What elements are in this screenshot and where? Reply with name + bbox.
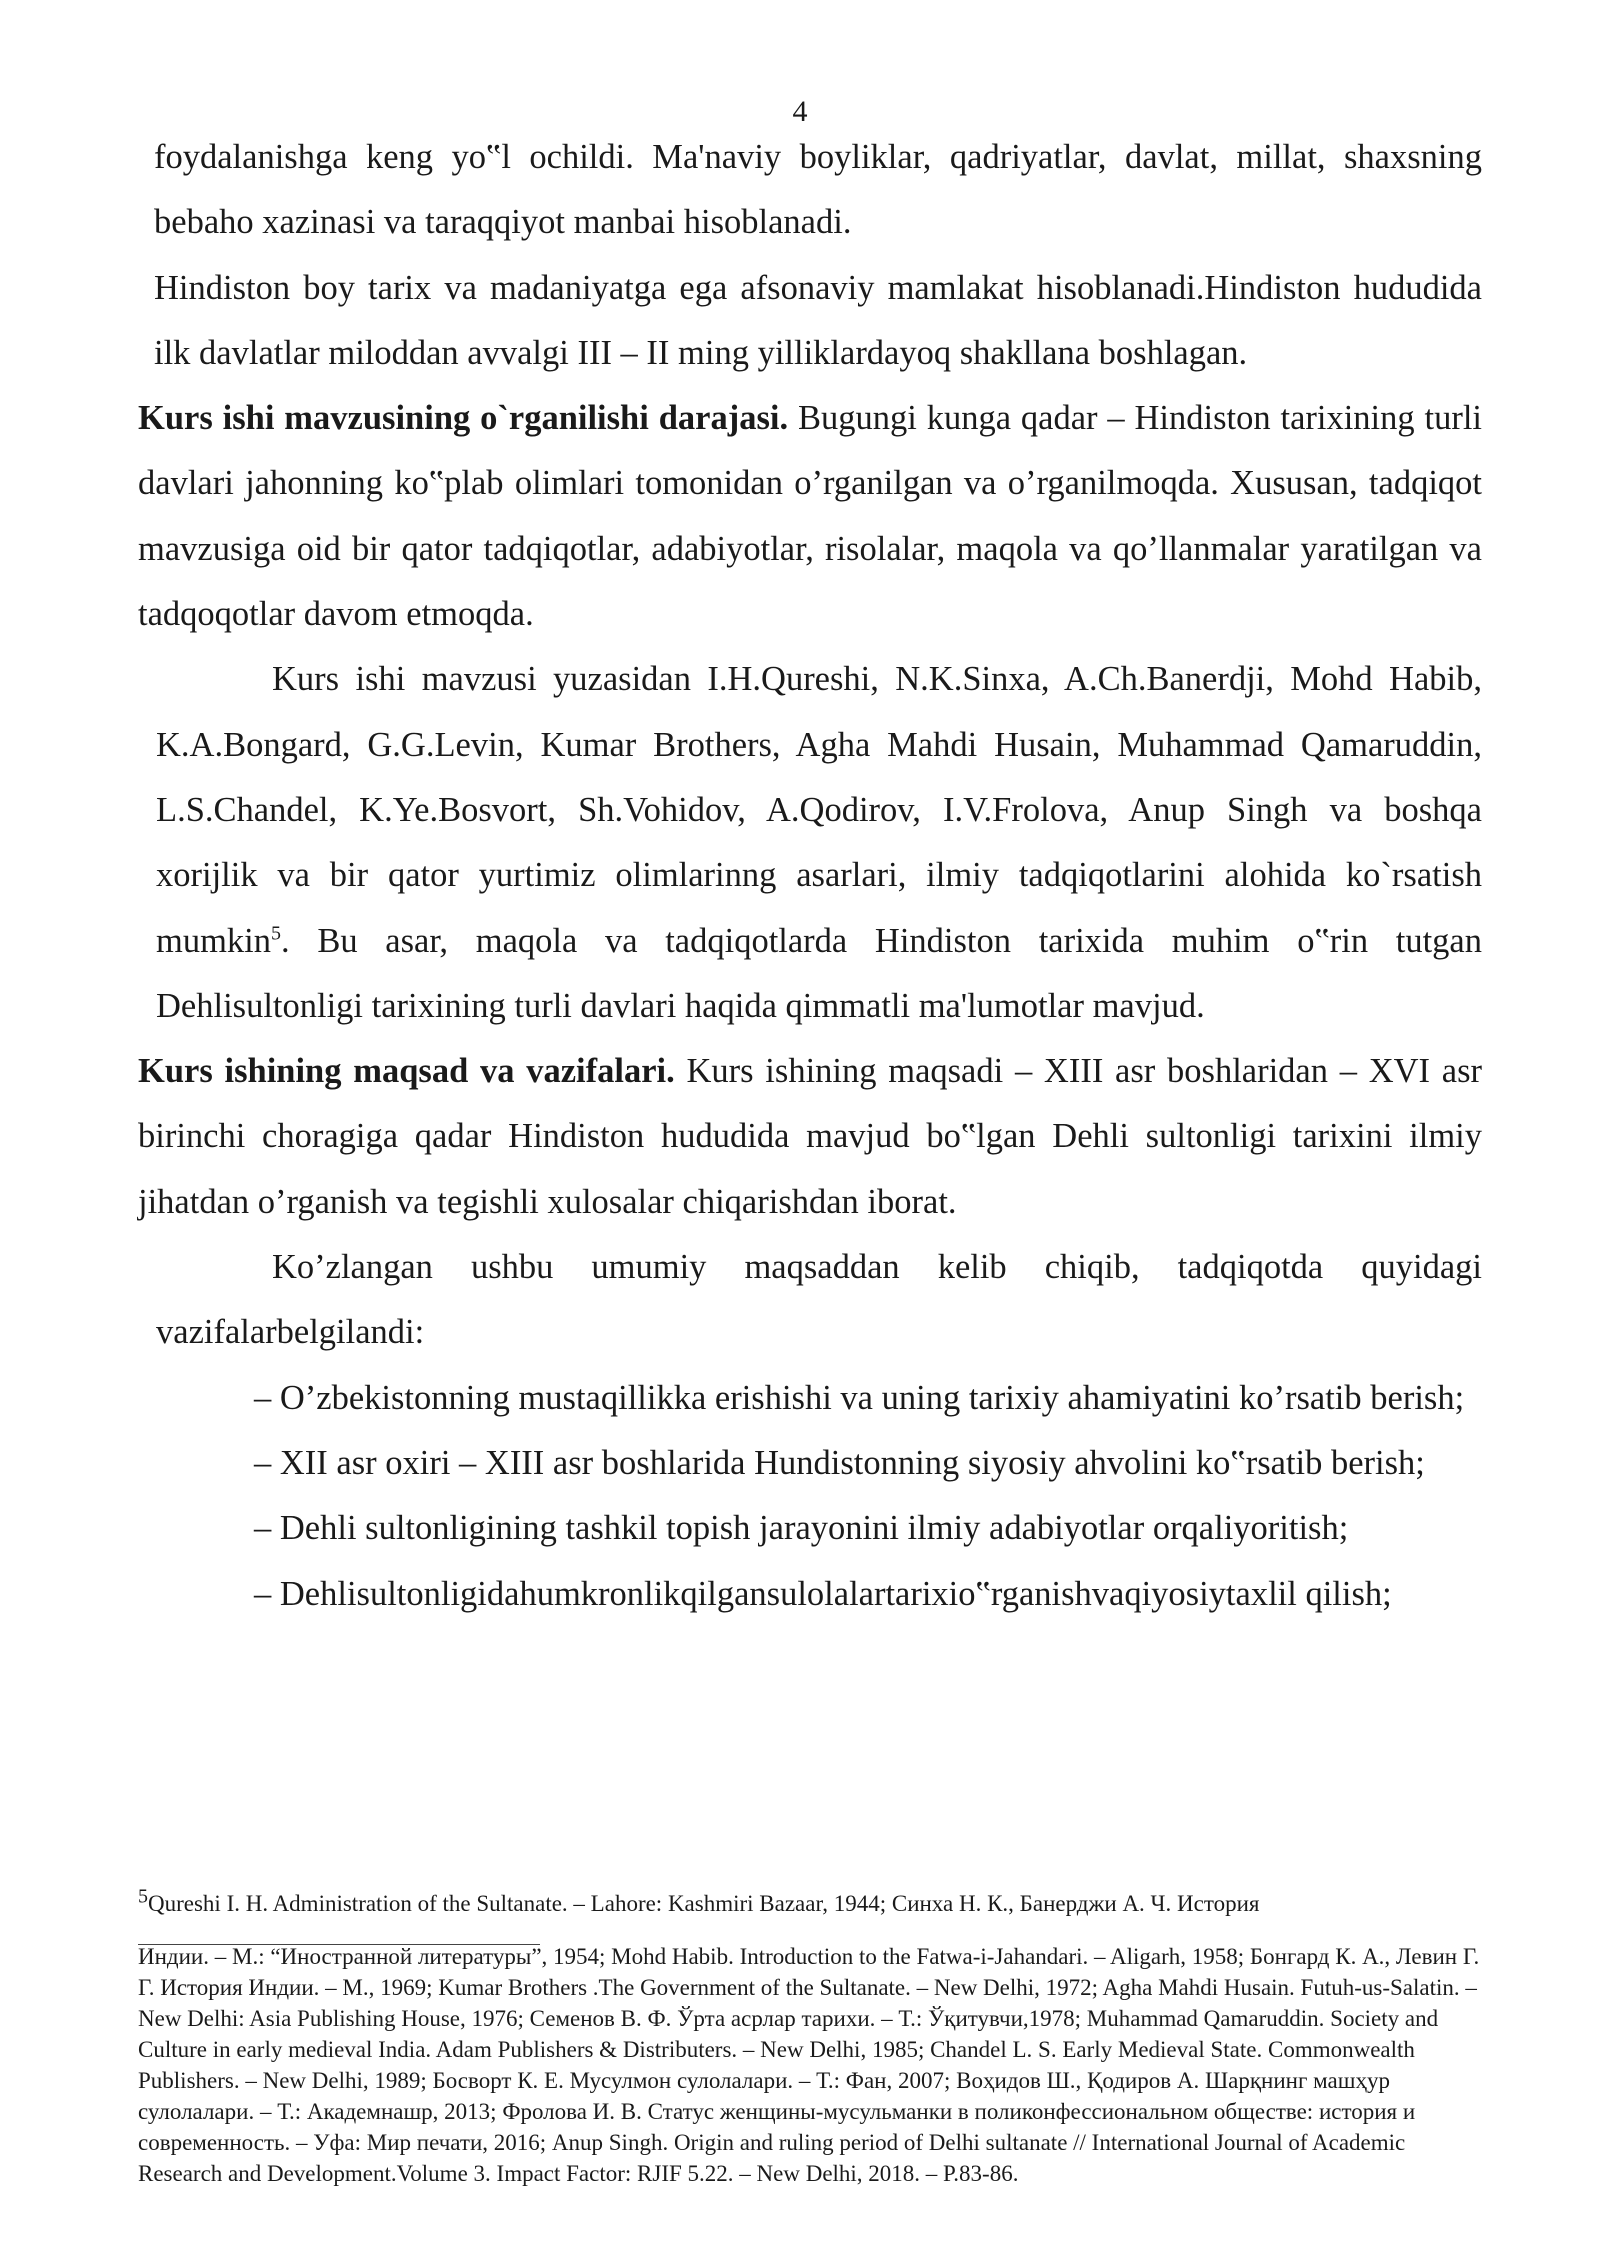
footnote-body: Индии. – М.: “Иностранной литературы”, 1954; Mohd Habib. Introduction to the Fatwa-i-Jahandari. – Aligarh, 1958; Бонгард К. А., Левин Г. Г. История Индии. – М., 1969; Kumar Brothers .The Government of the Sultanate. – New Delhi, 1972; Agha Mahdi Husain. Futuh-us-Salatin. – New Delhi: Asia Publishing House, 1976; Семенов В. Ф. Ўрта асрлар тарихи. – Т.: Ўқитувчи,1978; Muhammad Qamaruddin. Society and Culture in early medieval India. Adam Publishers & Distributers. – New Delhi, 1985; Chandel L. S. Early Medieval State. Commonwealth Publishers. – New Delhi, 1989; Босворт К. Е. Мусулмон сулолалари. – Т.: Фан, 2007; Воҳидов Ш., Қодиров А. Шарқнинг машҳур сулолалари. – Т.: Академнашр, 2013; Фролова И. В. Статус женщины-мусульманки в поликонфессиональном обществе: история и современность. – Уфа: Мир печати, 2016; Anup Singh. Origin and ruling period of Delhi sultanate // International Journal of Academic Research and Development.Volume 3. Impact Factor: RJIF 5.22. – New Delhi, 2018. – P.83-86. xyxy=(138,1944,1480,2186)
authors-text-tail: . Bu asar, maqola va tadqiqotlarda Hindiston tarixida muhim o‟rin tutgan Dehlisultonligi tarixining turli davlari haqida qimmatli ma'lumotlar mavjud. xyxy=(156,921,1482,1025)
list-item: – XII asr oxiri – XIII asr boshlarida Hundistonning siyosiy ahvolini ko‟rsatib berish; xyxy=(254,1443,1425,1482)
paragraph-study-level xyxy=(138,386,1482,647)
goals-text: Kurs ishining maqsadi – XIII asr boshlaridan – XVI asr birinchi choragiga qadar Hindiston hududida mavjud bo‟lgan Dehli sultonligi tarixini ilmiy jihatdan o’rganish va tegishli xulosalar chiqarishdan iborat. xyxy=(138,1052,1482,1221)
study-level-text: Bugungi kunga qadar – Hindiston tarixining turli davlari jahonning ko‟plab olimlari tomonidan o’rganilgan va o’rganilmoqda. Xususan, tadqiqot mavzusiga oid bir qator tadqiqotlar, adabiyotlar, risolalar, maqola va qo’llanmalar yaratilgan va tadqoqotlar davom etmoqda. xyxy=(138,399,1482,634)
footnote-line-1: Qureshi I. H. Administration of the Sultanate. – Lahore: Kashmiri Bazaar, 1944; Синха Н. К., Банерджи А. Ч. История xyxy=(148,1891,1260,1916)
list-item: – O’zbekistonning mustaqillikka erishishi va uning tarixiy ahamiyatini ko’rsatib berish; xyxy=(254,1378,1465,1417)
paragraph-goals xyxy=(138,1039,1482,1235)
list-item: – Dehli sultonligining tashkil topish jarayonini ilmiy adabiyotlar orqaliyoritish; xyxy=(254,1509,1349,1548)
paragraph-hindiston: Hindiston boy tarix va madaniyatga ega afsonaviy mamlakat hisoblanadi.Hindiston hududida ilk davlatlar miloddan avvalgi III – II ming yilliklardayoq shakllana boshlagan. xyxy=(154,268,1482,372)
paragraph-tasks-intro: Ko’zlangan ushbu umumiy maqsaddan kelib chiqib, tadqiqotda quyidagi vazifalarbelgilandi: xyxy=(156,1248,1482,1352)
authors-text: Kurs ishi mavzusi yuzasidan I.H.Qureshi, N.K.Sinxa, A.Ch.Banerdji, Mohd Habib, K.A.Bongard, G.G.Levin, Kumar Brothers, Agha Mahdi Husain, Muhammad Qamaruddin, L.S.Chandel, K.Ye.Bosvort, Sh.Vohidov, A.Qodirov, I.V.Frolova, Anup Singh va boshqa xorijlik va bir qator yurtimiz olimlarinng asarlari, ilmiy tadqiqotlarini alohida ko`rsatish mumkin xyxy=(156,660,1482,960)
page-number: 4 xyxy=(792,95,808,128)
paragraph-intro: foydalanishga keng yo‟l ochildi. Ma'naviy boyliklar, qadriyatlar, davlat, millat, shaxsning bebaho xazinasi va taraqqiyot manbai hisoblanadi. xyxy=(154,138,1482,242)
footnote xyxy=(138,1885,1482,2189)
list-item: – Dehlisultonligidahumkronlikqilgansulolalartarixio‟rganishvaqiyosiytaxlil qilish; xyxy=(254,1574,1392,1613)
section-heading-study-level: Kurs ishi mavzusining o`rganilishi darajasi. xyxy=(138,399,789,438)
footnote-mark: 5 xyxy=(138,1885,148,1908)
paragraph-authors xyxy=(138,647,1482,1039)
footnote-reference: 5 xyxy=(271,922,282,945)
footnote-first-line xyxy=(138,1885,1482,1919)
main-text xyxy=(138,125,1482,1627)
section-heading-goals: Kurs ishining maqsad va vazifalari. xyxy=(138,1052,675,1091)
